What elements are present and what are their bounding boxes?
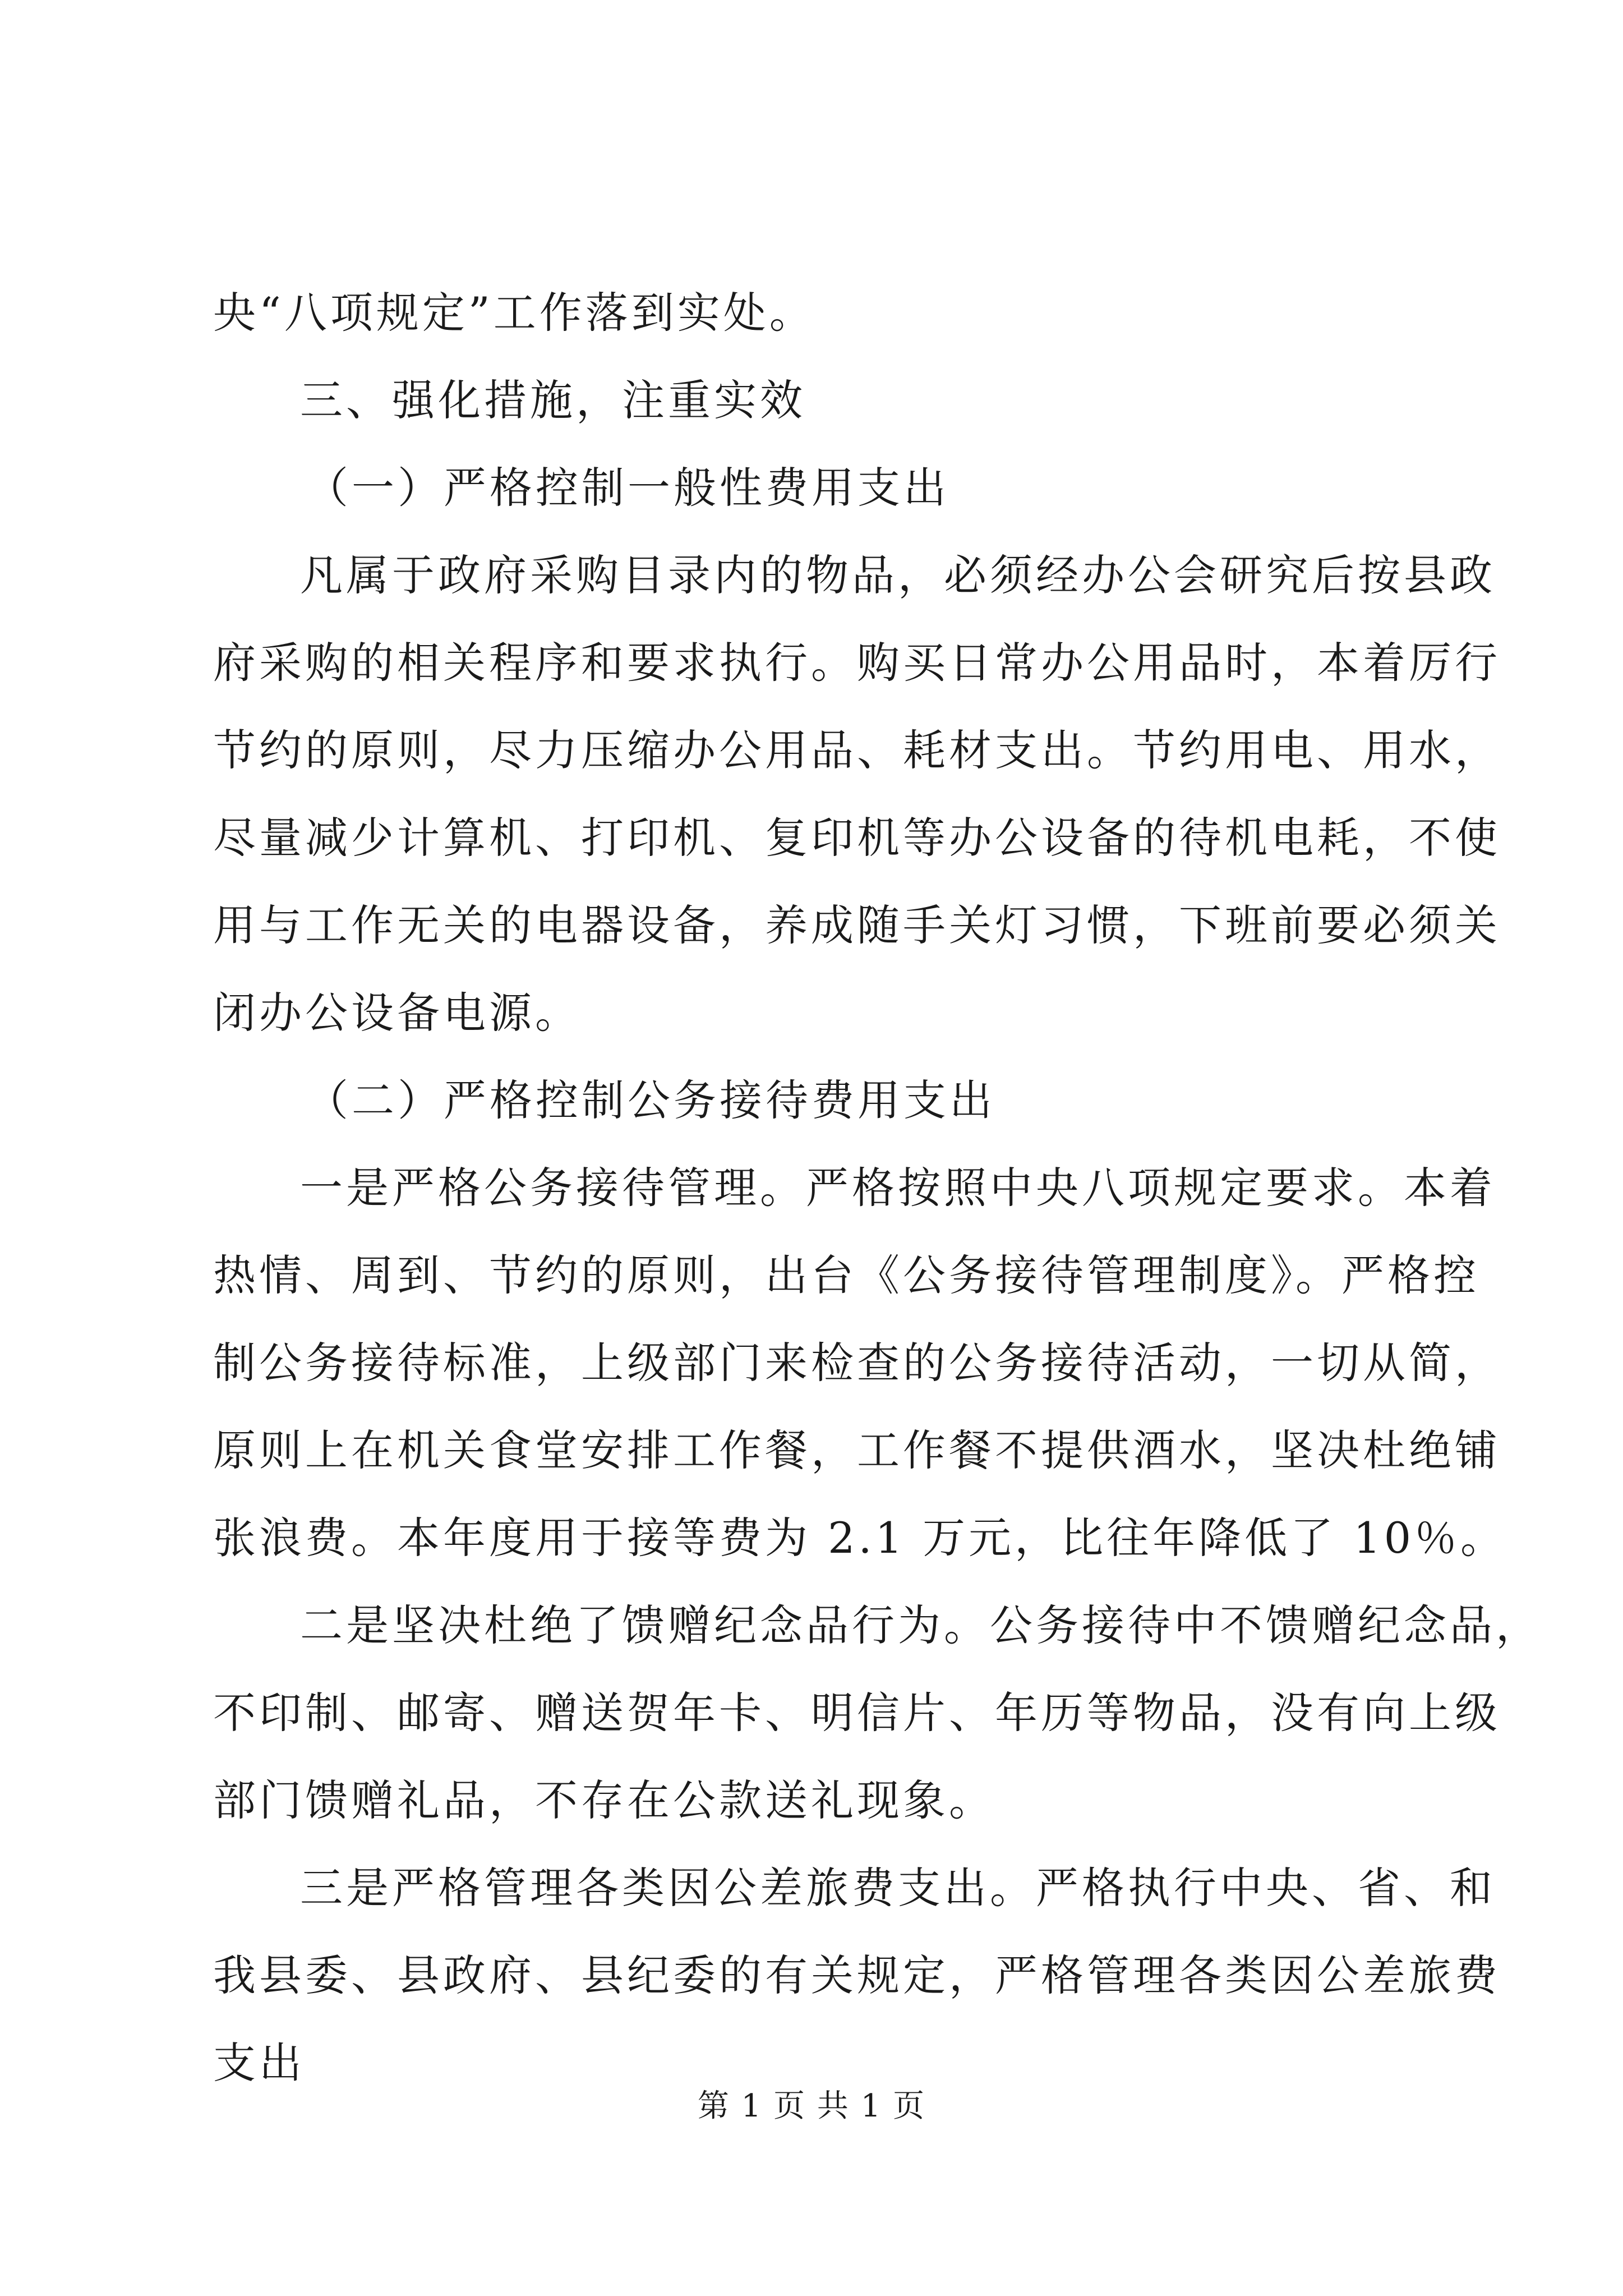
text-line: 用与工作无关的电器设备，养成随手关灯习惯，下班前要必须关	[213, 900, 1501, 950]
subsection-heading: （二）严格控制公务接待费用支出	[306, 1075, 995, 1125]
text-line: 二是坚决杜绝了馈赠纪念品行为。公务接待中不馈赠纪念品，	[300, 1600, 1542, 1650]
text-line: 支出	[213, 2038, 305, 2088]
text-line: 热情、周到、节约的原则，出台《公务接待管理制度》。严格控	[213, 1250, 1479, 1300]
document-body	[213, 269, 1542, 2107]
section-heading: 三、强化措施，注重实效	[300, 375, 806, 425]
page-footer: 第 1 页 共 1 页	[697, 2088, 926, 2124]
text-line: 制公务接待标准，上级部门来检查的公务接待活动，一切从简，	[213, 1338, 1501, 1388]
text-line: 不印制、邮寄、赠送贺年卡、明信片、年历等物品，没有向上级	[213, 1688, 1501, 1738]
text-line: 张浪费。本年度用于接等费为 2.1 万元，比往年降低了 10％。	[213, 1513, 1507, 1563]
text-line: 原则上在机关食堂安排工作餐，工作餐不提供酒水，坚决杜绝铺	[213, 1425, 1501, 1475]
text-line: 部门馈赠礼品，不存在公款送礼现象。	[213, 1775, 995, 1825]
text-line: 我县委、县政府、县纪委的有关规定，严格管理各类因公差旅费	[213, 1950, 1501, 2000]
text-line: 尽量减少计算机、打印机、复印机等办公设备的待机电耗，不使	[213, 813, 1501, 863]
text-line: 府采购的相关程序和要求执行。购买日常办公用品时，本着厉行	[213, 638, 1501, 688]
subsection-heading: （一）严格控制一般性费用支出	[306, 463, 949, 513]
text-line: 凡属于政府采购目录内的物品，必须经办公会研究后按县政	[300, 550, 1496, 600]
text-line: 一是严格公务接待管理。严格按照中央八项规定要求。本着	[300, 1163, 1496, 1213]
text-line: 闭办公设备电源。	[213, 988, 581, 1038]
text-line: 央“八项规定”工作落到实处。	[213, 288, 815, 338]
text-line: 节约的原则，尽力压缩办公用品、耗材支出。节约用电、用水，	[213, 725, 1501, 775]
text-line: 三是严格管理各类因公差旅费支出。严格执行中央、省、和	[300, 1863, 1496, 1913]
